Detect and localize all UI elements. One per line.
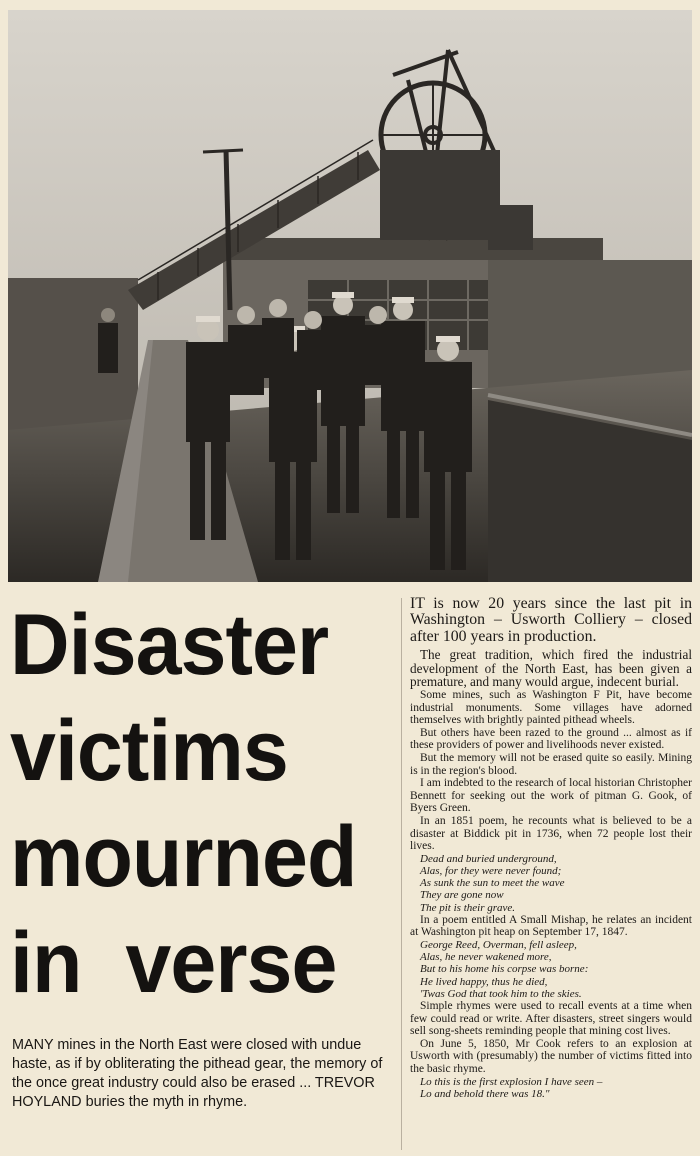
headline-line-3: mourned (10, 809, 357, 905)
verse-line: 'Twas God that took him to the skies. (420, 987, 582, 1000)
verse-line: George Reed, Overman, fell asleep, (420, 938, 577, 951)
verse-line: He lived happy, thus he died, (420, 975, 548, 988)
article-paragraph: On June 5, 1850, Mr Cook refers to an explosion at Usworth with (presumably) the number of victims fitted into the basic rhyme. (410, 1037, 692, 1075)
verse-line: But to his home his corpse was borne: (420, 963, 589, 976)
article-paragraph: But others have been razed to the ground ... almost as if these providers of power and livelihoods never existed. (410, 726, 692, 752)
headline-line-1: Disaster (10, 597, 329, 693)
article-paragraph: Simple rhymes were used to recall events at a time when few could read or write. After disasters, street singers would sell song-sheets reminding people that mining cost lives. (410, 999, 692, 1038)
standfirst: MANY mines in the North East were closed with undue haste, as if by obliterating the pithead gear, the memory of the once great industry could also be erased ... TREVOR HOYLAND buries the myth in rhyme. (12, 1037, 383, 1110)
headline (10, 592, 380, 1016)
article-paragraph: But the memory will not be erased quite so easily. Mining is in the region's blood. (410, 751, 692, 777)
article-paragraph: In an 1851 poem, he recounts what is believed to be a disaster at Biddick pit in 1736, when 72 people lost their lives. (410, 814, 692, 853)
article-paragraph: I am indebted to the research of local historian Christopher Bennett for seeking out the work of pitman G. Gook, of Byers Green. (410, 777, 692, 815)
verse-line: As sunk the sun to meet the wave (420, 877, 565, 890)
verse-line: Alas, he never wakened more, (420, 951, 552, 964)
article-paragraph: Some mines, such as Washington F Pit, have become industrial monuments. Some villages have adorned themselves with brightly painted pithead wheels. (410, 689, 692, 727)
headline-line-2: victims (10, 703, 288, 799)
verse-line: Alas, for they were never found; (420, 864, 562, 877)
verse-line: They are gone now (420, 889, 504, 902)
verse-line: The pit is their grave. (420, 901, 516, 914)
column-divider (401, 598, 402, 1150)
colliery-photo (8, 10, 692, 582)
verse-line: Dead and buried underground, (420, 852, 557, 865)
verse-line: Lo this is the first explosion I have seen – (420, 1075, 603, 1088)
article-paragraph: In a poem entitled A Small Mishap, he relates an incident at Washington pit heap on September 17, 1847. (410, 913, 692, 939)
article-body (410, 596, 692, 1100)
article-lead: IT is now 20 years since the last pit in Washington – Usworth Colliery – closed after 100 years in production. (410, 595, 692, 645)
article-paragraph: The great tradition, which fired the industrial development of the North East, has been given a premature, and many would argue, indecent burial. (410, 647, 692, 690)
headline-line-4: in verse (10, 915, 337, 1011)
verse-line: Lo and behold there was 18." (420, 1087, 550, 1100)
